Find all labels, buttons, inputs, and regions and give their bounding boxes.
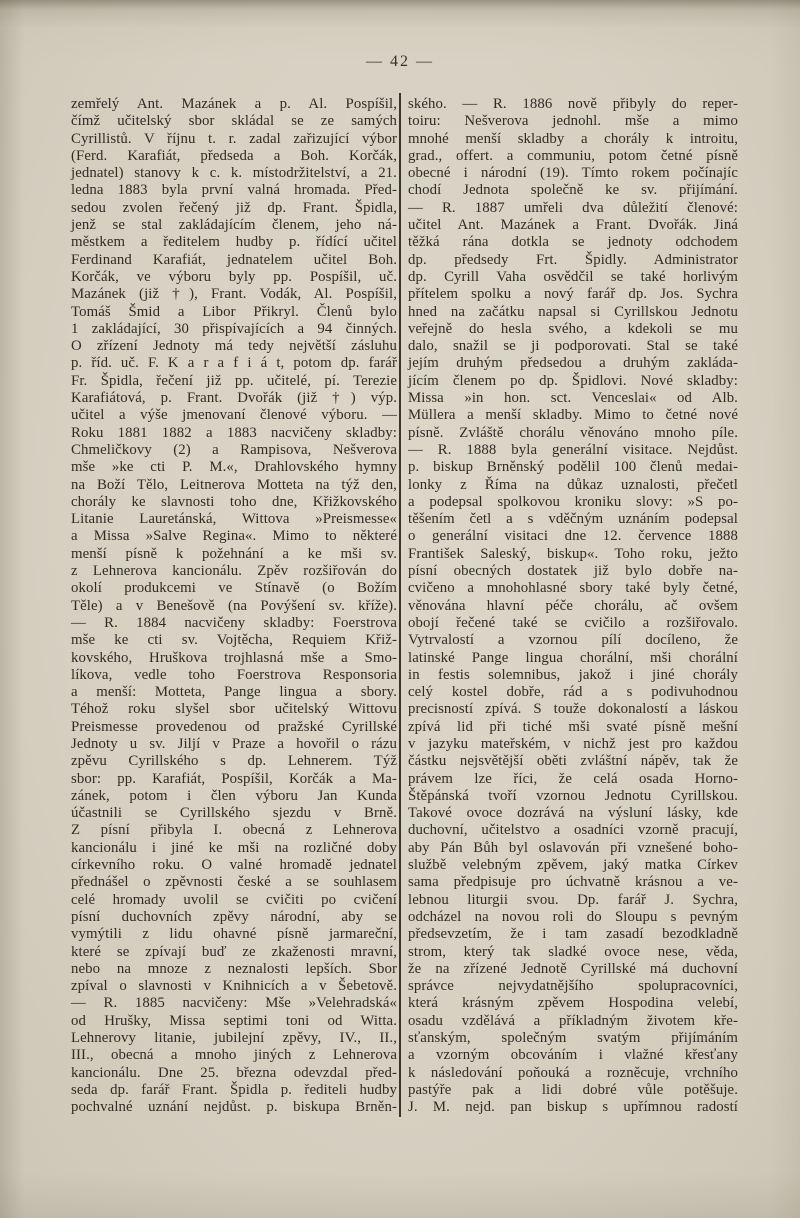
text-line: sťanským, společným svatým přijímáním [408,1030,738,1047]
text-line: J. M. nejd. pan biskup s upřímnou radostí [408,1099,738,1116]
text-line: od Hrušky, Missa septimi toni od Witta. [71,1012,397,1029]
text-line: čímž učitelský sbor skládal se ze samých [71,113,397,130]
column-left [71,96,397,1117]
text-line: líkova, vedle toho Foerstrova Responsoria [71,666,397,683]
text-line: — R. 1884 nacvičeny skladby: Foerstrova [71,614,397,631]
text-line: ledna 1883 byla první valná hromada. Před- [71,182,397,199]
text-line: Litanie Lauretánská, Wittova »Preismesse« [71,511,397,528]
text-line: duchovní, učitelstvo a osadníci vzorně pracují, [408,822,738,839]
text-line: přítelem spolku a nový farář dp. Jos. Sychra [408,286,738,303]
text-line: chorály ke slavnosti toho dne, Křižkovského [71,493,397,510]
text-line: Preismesse provedenou od pražské Cyrillské [71,718,397,735]
text-line: obecné i národní (19). Tímto rokem počínajíc [408,165,738,182]
text-line: z Lehnerova kancionálu. Zpěv rozšiřován do [71,563,397,580]
text-line: kancionálu. Dne 25. března odevzdal před- [71,1064,397,1081]
text-line: O zřízení Jednoty má tedy největší zásluhu [71,338,397,355]
text-line: dalo, snažil se ji podporovati. Stal se také [408,338,738,355]
text-line: a vzorným obcováním i vlažné křesťany [408,1047,738,1064]
text-line: (Ferd. Karafiát, předseda a Boh. Korčák, [71,147,397,164]
text-line: chodí Jednota společně ke sv. přijímání. [408,182,738,199]
text-line: p. biskup Brněnský podělil 100 členů medai- [408,459,738,476]
text-line: Cyrillistů. V říjnu t. r. zadal zařizující výbor [71,130,397,147]
text-line: kovského, Hruškova trojhlasná mše a Smo- [71,649,397,666]
text-line: jejím druhým předsedou a druhým zakláda- [408,355,738,372]
text-line: písní duchovních zpěvy národní, aby se [71,908,397,925]
text-line: službě velebným zpěvem, jaký matka Církev [408,857,738,874]
text-line: jícím členem po dp. Špidlovi. Nové skladby: [408,372,738,389]
text-line: pastýře pak a lidi dobré vůle potěšuje. [408,1081,738,1098]
text-line: Ferdinand Karafiát, jednatelem učitel Boh. [71,251,397,268]
text-line: zánek, potom i člen výboru Jan Kunda [71,787,397,804]
text-line: — R. 1888 byla generální visitace. Nejdůst. [408,441,738,458]
text-line: které se zpívají buď ze zkaženosti mravní, [71,943,397,960]
text-line: obojí řečené také se cvičilo a rozšiřovalo. [408,614,738,631]
text-line: hned na začátku napsal si Cyrillskou Jednotu [408,303,738,320]
text-line: aby Pán Bůh byl oslavován při vznešené boho- [408,839,738,856]
text-line: mše »ke cti P. M.«, Drahlovského hymny [71,459,397,476]
text-line: menší písně k požehnání a ke mši sv. [71,545,397,562]
text-line: učitel Ant. Mazánek a Frant. Dvořák. Jiná [408,217,738,234]
text-line: a Missa »Salve Regina«. Mimo to některé [71,528,397,545]
text-line: celý kostel dobře, rád a s podivuhodnou [408,684,738,701]
text-line: zpěvu Cyrillského s dp. Lehnerem. Týž [71,753,397,770]
text-line: osadu vzdělává a příkladným životem kře- [408,1012,738,1029]
text-line: účastnili se Cyrillského sjezdu v Brně. [71,805,397,822]
text-line: sbor: pp. Karafiát, Pospíšil, Korčák a Ma- [71,770,397,787]
text-line: Vytrvalostí a vzornou pílí docíleno, že [408,632,738,649]
text-line: latinské Pange lingua chorální, mši chorální [408,649,738,666]
text-line: cvičeno a mnohohlasné sbory také byly četné, [408,580,738,597]
text-line: Tomáš Šmid a Libor Přikryl. Členů bylo [71,303,397,320]
text-line: městkem a ředitelem hudby p. řídící učitel [71,234,397,251]
text-line: strom, který tak sladké ovoce nese, věda, [408,943,738,960]
text-line: zemřelý Ant. Mazánek a p. Al. Pospíšil, [71,96,397,112]
text-line: kancionálu i jiné ke mši na rozličné doby [71,839,397,856]
text-line: vymýtili z lidu ohavné písně jarmareční, [71,926,397,943]
text-line: dp. předsedy Frt. Špidly. Administrator [408,251,738,268]
text-line: a podepsal spolkovou kroniku slovy: »S po- [408,493,738,510]
text-line: Štěpánská tvoří vzornou Jednotu Cyrillskou. [408,787,738,804]
text-line: 1 zakládající, 30 přispívajících a 94 činných. [71,320,397,337]
text-line: sama předpisuje pro úchvatně krásnou a ve- [408,874,738,891]
text-line: p. říd. uč. F. K a r a f i á t, potom dp. farář [71,355,397,372]
text-line: Fr. Špidla, řečení již pp. učitelé, pí. Terezie [71,372,397,389]
text-line: Mazánek (již †), Frant. Vodák, Al. Pospíšil, [71,286,397,303]
text-line: III., obecná a mnoho jiných z Lehnerova [71,1047,397,1064]
text-line: Lehnerovy litanie, jubilejní zpěvy, IV., II., [71,1030,397,1047]
text-line: Z písní přibyla I. obecná z Lehnerova [71,822,397,839]
text-line: toiru: Nešverova jednohl. mše a mimo [408,113,738,130]
text-line: zpíval o slavnosti v Knihnicích a v Šebetově. [71,978,397,995]
text-line: lonky z Říma na důkaz uznalosti, přečetl [408,476,738,493]
page-number: — 42 — [366,53,434,70]
text-line: částku nejsvětější oběti zvláštní nápěv, tak že [408,753,738,770]
text-line: sedou zvolen řečený již dp. Frant. Špidla, [71,199,397,216]
column-divider-rule [399,93,401,1117]
text-line: Müllera a menší skladby. Mimo to četné nové [408,407,738,424]
text-line: in festis solemnibus, jakož i jiné chorály [408,666,738,683]
text-line: na Boží Tělo, Leitnerova Motteta na týž den, [71,476,397,493]
text-line: — R. 1887 umřeli dva důležití členové: [408,199,738,216]
text-line: Téhož roku slyšel sbor učitelský Wittovu [71,701,397,718]
text-line: pochvalné uznání nejdůst. p. biskupa Brněn- [71,1099,397,1116]
text-line: jenž se stal zakládajícím členem, jeho ná- [71,217,397,234]
text-line: že na zřízené Jednotě Cyrillské má duchovní [408,960,738,977]
text-line: předsevzetím, že i tam zasadí bezodkladně [408,926,738,943]
text-line: o generální visitaci dne 12. července 1888 [408,528,738,545]
text-line: mše ke cti sv. Vojtěcha, Requiem Křiž- [71,632,397,649]
text-line: Korčák, ve výboru byly pp. Pospíšil, uč. [71,268,397,285]
text-line: nebo na mnoze z neznalosti lepších. Sbor [71,960,397,977]
text-line: věnována hlavní péče chorálu, ač ovšem [408,597,738,614]
text-line: František Saleský, biskup«. Toho roku, ježto [408,545,738,562]
text-line: Missa »in hon. sct. Venceslai« od Alb. [408,390,738,407]
text-line: jednatel) stanovy k c. k. místodržitelství, a 21. [71,165,397,182]
text-line: těžká rána dotkla se jednoty odchodem [408,234,738,251]
text-line: která krásným zpěvem Hospodina velebí, [408,995,738,1012]
text-line: v jazyku mateřském, v nichž jest pro každou [408,735,738,752]
text-line: mnohé menší skladby a chorály k introitu, [408,130,738,147]
text-line: právem lze říci, že celá osada Horno- [408,770,738,787]
text-line: celé hromady uvolil se cvičiti po cvičení [71,891,397,908]
text-line: grad., offert. a communiu, potom četné písně [408,147,738,164]
text-line: seda dp. farář Frant. Špidla p. řediteli hudby [71,1081,397,1098]
text-line: písní obecných dostatek již bylo dobře na- [408,563,738,580]
text-line: — R. 1885 nacvičeny: Mše »Velehradská« [71,995,397,1012]
text-line: veřejně do hesla svého, a kdekoli se mu [408,320,738,337]
text-line: a menší: Motteta, Pange lingua a sbory. [71,684,397,701]
text-line: dp. Cyrill Vaha osvědčil se také horlivým [408,268,738,285]
text-line: Chmeličkovy (2) a Rampisova, Nešverova [71,441,397,458]
text-line: odcházel na novou roli do Sloupu s pevným [408,908,738,925]
text-line: Takové ovoce dozrává na výsluní lásky, kde [408,805,738,822]
text-line: zpívá lid při tiché mši svaté písně mešní [408,718,738,735]
text-line: Karafiátová, p. Frant. Dvořák (již †) výp. [71,390,397,407]
text-line: precisností zpívá. S touže dokonalostí a láskou [408,701,738,718]
text-line: k následování poňouká a rozněcuje, vrchního [408,1064,738,1081]
text-line: církevního roku. O valné hromadě jednatel [71,857,397,874]
text-line: Jednoty u sv. Jiljí v Praze a hovořil o rázu [71,735,397,752]
column-right [408,96,738,1117]
text-line: písně. Zvláště chorálu věnováno mnoho píle. [408,424,738,441]
text-line: těšením četl a s vděčným uznáním podepsal [408,511,738,528]
text-line: Těle) a v Benešově (na Povýšení sv. kříže). [71,597,397,614]
text-line: přednášel o zpěvnosti české a se souhlasem [71,874,397,891]
text-line: učitel a výše jmenovaní členové výboru. — [71,407,397,424]
text-line: lebnou liturgii svou. Dp. farář J. Sychra, [408,891,738,908]
text-line: ského. — R. 1886 nově přibyly do reper- [408,96,738,112]
text-line: správce nejvydatnějšího spolupracovníci, [408,978,738,995]
text-line: okolí produkcemi ve Stínavě (o Božím [71,580,397,597]
text-line: Roku 1881 1882 a 1883 nacvičeny skladby: [71,424,397,441]
